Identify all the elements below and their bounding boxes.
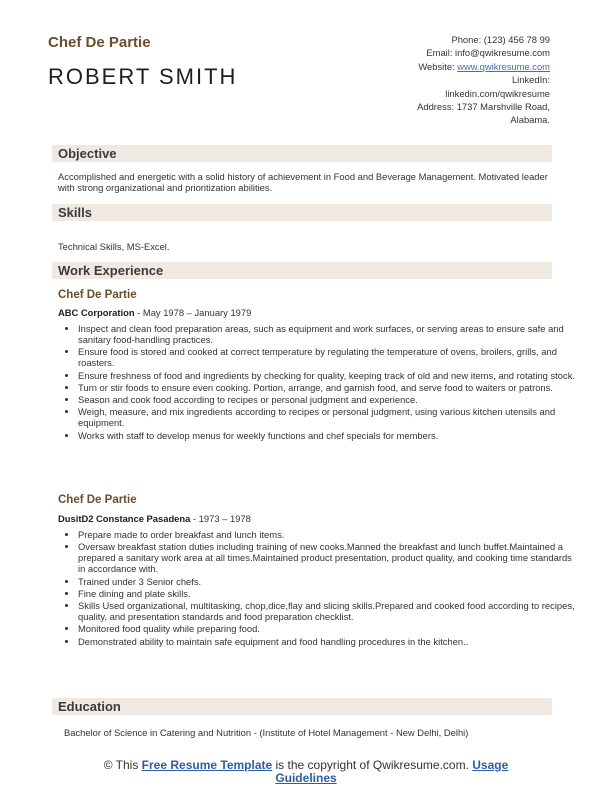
usage-guidelines-link-part2[interactable]: Guidelines bbox=[275, 771, 337, 785]
job-2-dates: - 1973 – 1978 bbox=[190, 513, 251, 524]
list-item: • Skills Used organizational, multitasking, chop,dice,flay and slicing skills.Prepared and cooked food according to recipes, quality, and presentation standards and food preparation checklist. bbox=[78, 600, 576, 622]
list-item: • Turn or stir foods to ensure even cooking. Portion, arrange, and garnish food, and serve food to waiters or patrons. bbox=[78, 382, 576, 393]
contact-phone bbox=[310, 33, 550, 46]
skills-section-header bbox=[52, 204, 552, 221]
education-section-header bbox=[52, 698, 552, 715]
list-item: • Inspect and clean food preparation areas, such as equipment and work surfaces, or serving areas to ensure safe and sanitary food-handling practices. bbox=[78, 323, 576, 345]
website-link[interactable]: www.qwikresume.com bbox=[457, 60, 550, 72]
skills-heading: Skills bbox=[58, 205, 92, 220]
website-label: Website: bbox=[418, 60, 455, 72]
list-item: • Ensure food is stored and cooked at correct temperature by regulating the temperature of ovens, broilers, grills, and roasters. bbox=[78, 346, 576, 368]
job-1-company-line bbox=[58, 307, 251, 318]
contact-address bbox=[310, 100, 550, 113]
contact-linkedin-value[interactable]: linkedin.com/qwikresume bbox=[445, 87, 550, 99]
job-1-company: ABC Corporation bbox=[58, 307, 135, 318]
phone-label: Phone: bbox=[451, 34, 482, 45]
job-1-dates: - May 1978 – January 1979 bbox=[134, 307, 252, 318]
list-item: • Works with staff to develop menus for weekly functions and chef specials for members. bbox=[78, 430, 576, 441]
job-2-company-line bbox=[58, 513, 251, 524]
email-value[interactable]: info@qwikresume.com bbox=[455, 47, 550, 59]
work-experience-section-header bbox=[52, 262, 552, 279]
list-item: • Weigh, measure, and mix ingredients according to recipes or personal judgment, using various kitchen utensils and equipment. bbox=[78, 406, 576, 428]
list-item: • Trained under 3 Senior chefs. bbox=[78, 576, 576, 587]
skills-text: Technical Skills, MS-Excel. bbox=[58, 241, 170, 252]
address-label: Address: bbox=[417, 101, 455, 113]
list-item: • Monitored food quality while preparing food. bbox=[78, 623, 576, 634]
education-text: Bachelor of Science in Catering and Nutrition - (Institute of Hotel Management - New Delhi, Delhi) bbox=[64, 727, 469, 738]
job-1-bullets bbox=[58, 323, 576, 442]
phone-value: (123) 456 78 99 bbox=[483, 34, 550, 45]
contact-email bbox=[310, 46, 550, 59]
list-item: • Ensure freshness of food and ingredients by checking for quality, keeping track of old and new items, and rotating stock. bbox=[78, 370, 576, 381]
address-line1: 1737 Marshville Road, bbox=[456, 101, 550, 113]
header-job-title: Chef De Partie bbox=[48, 34, 151, 51]
usage-guidelines-link-part1[interactable]: Usage bbox=[472, 758, 509, 772]
objective-section-header bbox=[52, 145, 552, 162]
list-item: • Fine dining and plate skills. bbox=[78, 588, 576, 599]
list-item: • Oversaw breakfast station duties including training of new cooks.Manned the breakfast and lunch buffet.Maintained a prepared a sanitary work area at all times.Maintained product presentation, product quality, and cooking time standards in accordance with. bbox=[78, 541, 576, 574]
education-heading: Education bbox=[58, 699, 121, 714]
list-item: • Prepare made to order breakfast and lunch items. bbox=[78, 529, 576, 540]
contact-block bbox=[310, 33, 550, 127]
list-item: • Demonstrated ability to maintain safe equipment and food handling procedures in the kitchen.. bbox=[78, 636, 576, 647]
footer-middle: is the copyright of Qwikresume.com. bbox=[272, 758, 473, 772]
objective-heading: Objective bbox=[58, 146, 117, 161]
list-item: • Season and cook food according to recipes or personal judgment and experience. bbox=[78, 394, 576, 405]
footer bbox=[0, 759, 612, 785]
candidate-name: ROBERT SMITH bbox=[48, 64, 238, 89]
contact-linkedin-label: LinkedIn: bbox=[511, 74, 550, 86]
email-label: Email: bbox=[426, 47, 453, 59]
job-2-bullets bbox=[58, 529, 576, 648]
contact-website bbox=[310, 60, 550, 73]
contact-address-line2: Alabama. bbox=[510, 114, 550, 126]
work-experience-heading: Work Experience bbox=[58, 263, 164, 278]
free-resume-template-link[interactable]: Free Resume Template bbox=[141, 758, 273, 772]
job-2-title: Chef De Partie bbox=[58, 494, 137, 506]
job-2-company: DusitD2 Constance Pasadena bbox=[58, 513, 191, 524]
footer-prefix: © This bbox=[103, 758, 142, 772]
objective-text: Accomplished and energetic with a solid history of achievement in Food and Beverage Management. Motivated leader with strong organizational and prioritization abilities. bbox=[58, 171, 548, 193]
job-1-title: Chef De Partie bbox=[58, 289, 137, 301]
